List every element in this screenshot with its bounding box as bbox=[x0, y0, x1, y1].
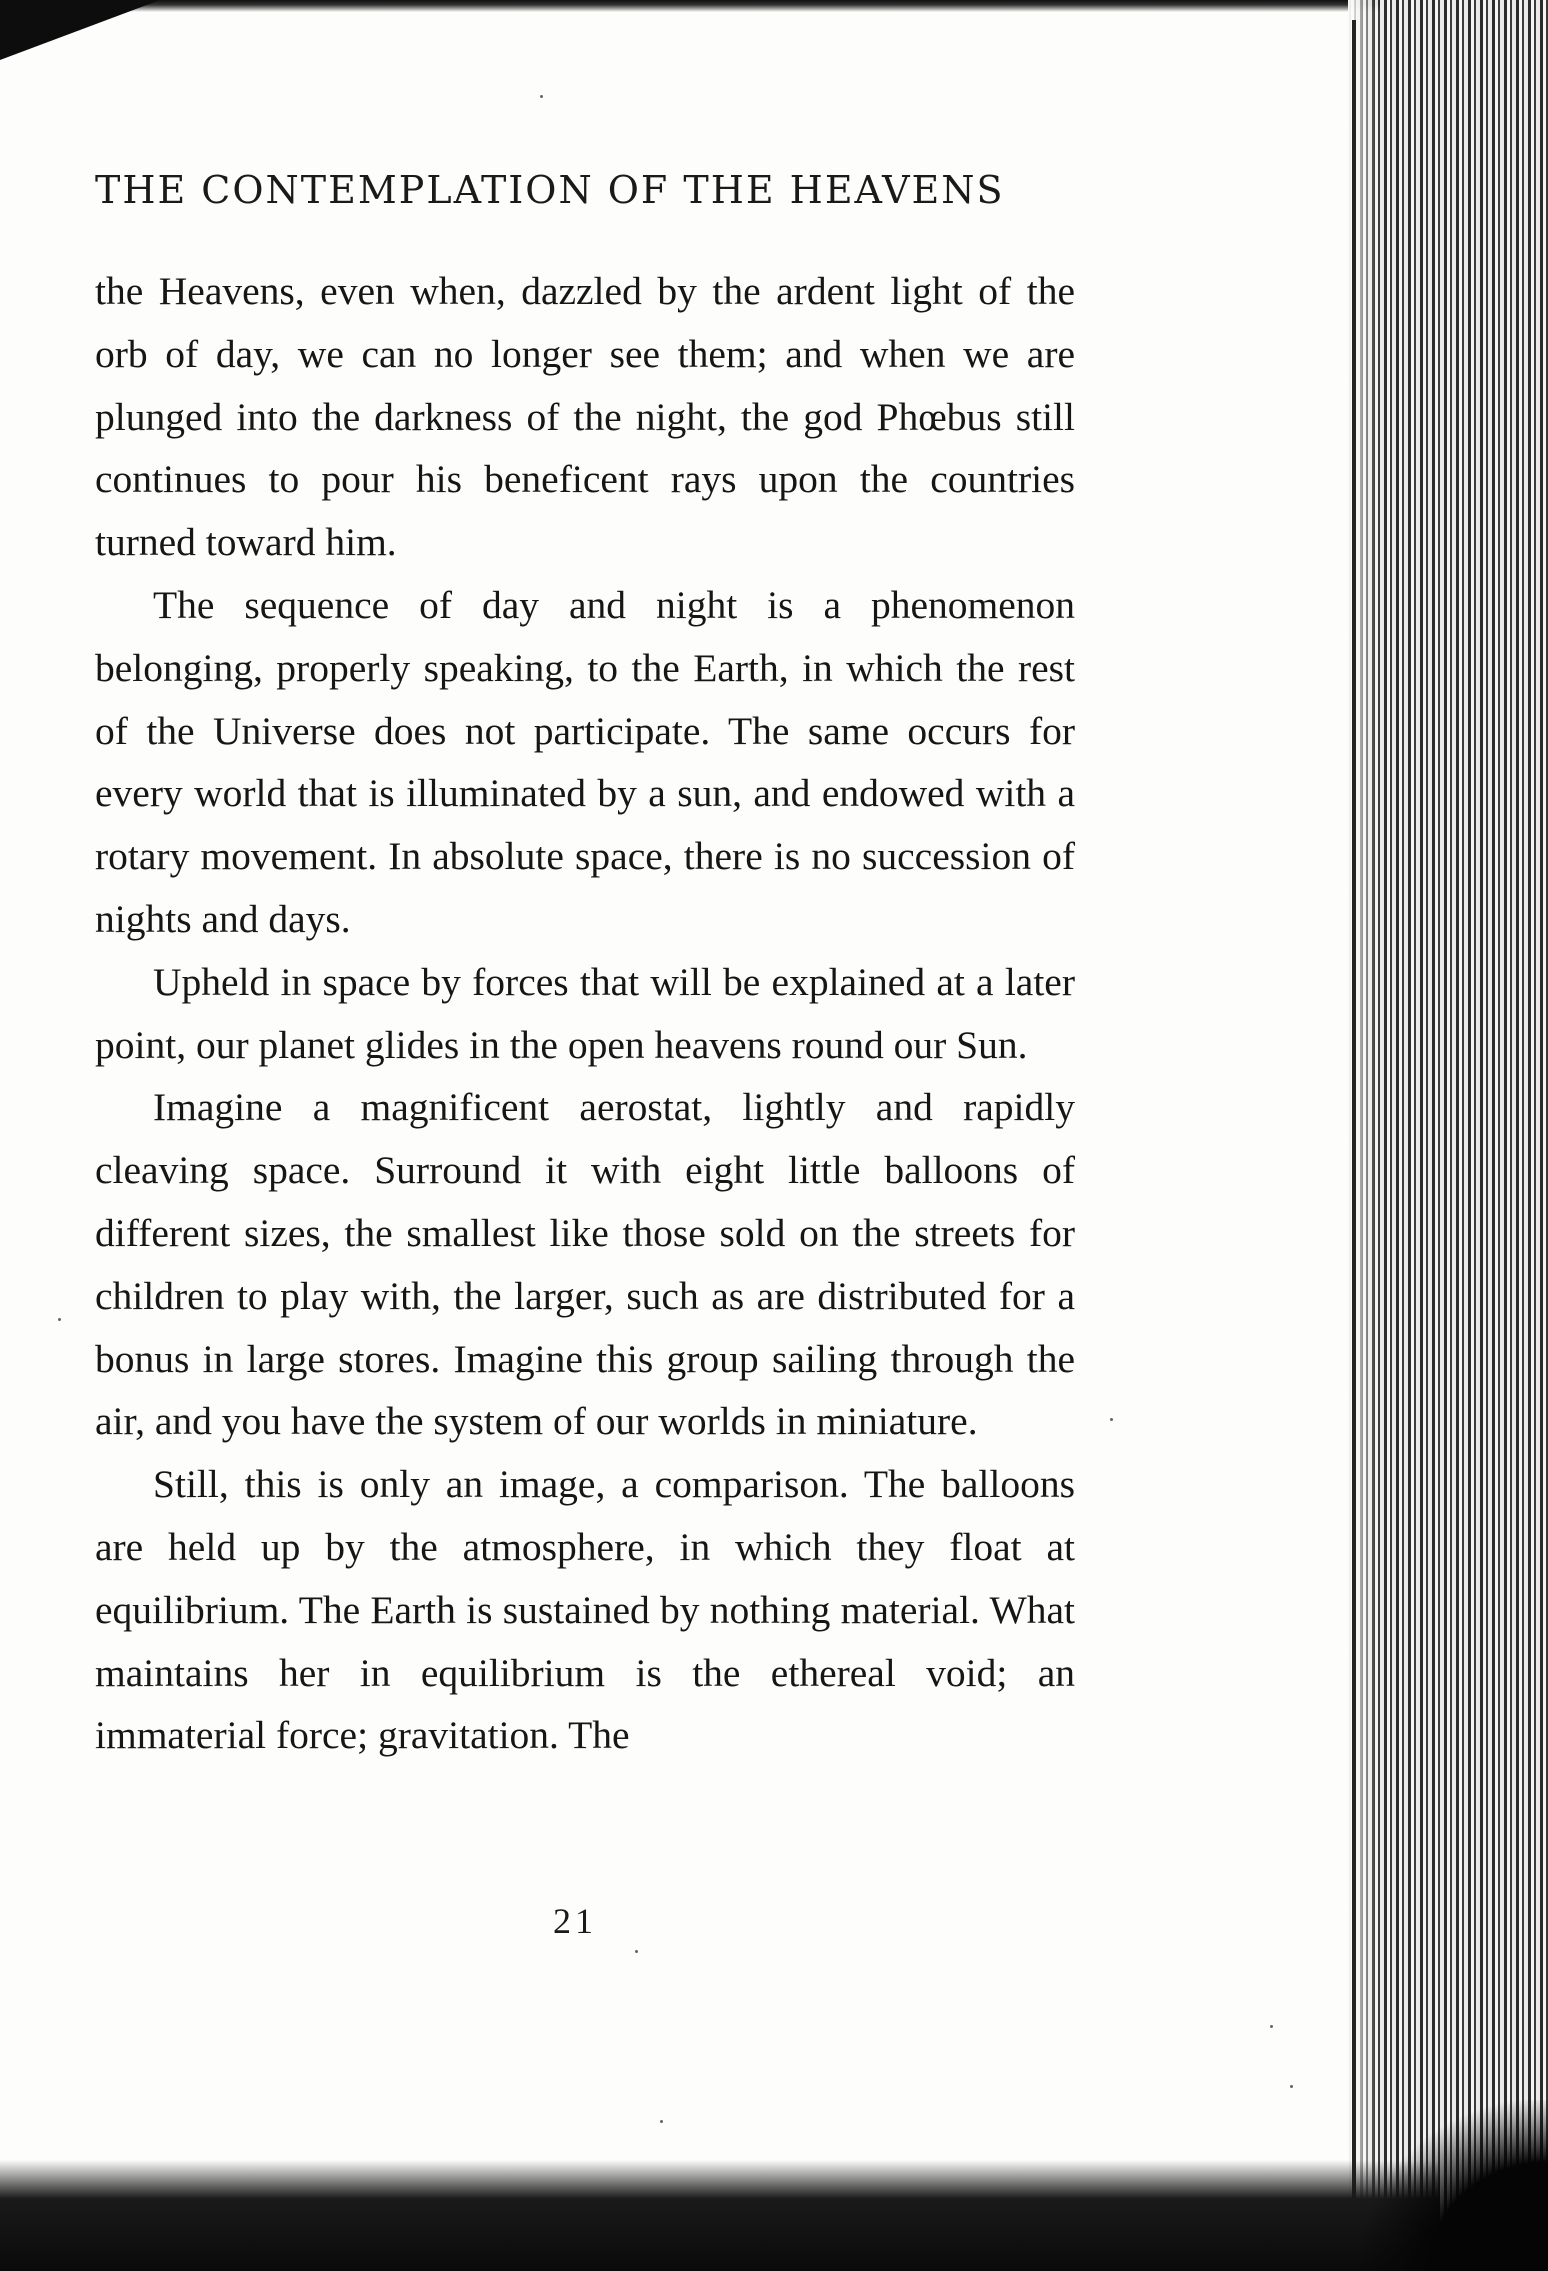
scan-top-shadow bbox=[0, 0, 1380, 12]
scan-speck bbox=[660, 2120, 663, 2123]
book-page-edges bbox=[1348, 0, 1548, 2271]
body-text bbox=[95, 260, 1075, 1767]
scan-bottom-shadow bbox=[0, 2160, 1440, 2271]
page-edge-line bbox=[1352, 20, 1356, 2240]
paragraph: The sequence of day and night is a phenomenon belonging, properly speaking, to the Earth, in which the rest of the Universe does not participate. The same occurs for every world that is illuminated by a sun, and endowed with a rotary movement. In absolute space, there is no succession of nights and days. bbox=[95, 582, 1075, 941]
scan-speck bbox=[540, 95, 543, 98]
scan-corner-shadow bbox=[0, 0, 160, 60]
running-header: THE CONTEMPLATION OF THE HEAVENS bbox=[95, 168, 1005, 212]
scan-corner-curl bbox=[1360, 2100, 1548, 2271]
scan-speck bbox=[58, 1318, 61, 1321]
paragraph: Upheld in space by forces that will be explained at a later point, our planet glides in the open heavens round our Sun. bbox=[95, 959, 1075, 1067]
page-number: 21 bbox=[553, 1901, 597, 1941]
paragraph: Still, this is only an image, a comparison. The balloons are held up by the atmosphere, in which they float at equilibrium. The Earth is sustained by nothing material. What maintains her in equilibrium is the ethereal void; an immaterial force; gravitation. The bbox=[95, 1462, 1075, 1758]
paragraph: Imagine a magnificent aerostat, lightly and rapidly cleaving space. Surround it with eight little balloons of different sizes, the smallest like those sold on the streets for children to play with, the larger, such as are distributed for a bonus in large stores. Imagine this group sailing through the air, and you have the system of our worlds in miniature. bbox=[95, 1085, 1075, 1444]
scan-speck bbox=[1110, 1418, 1113, 1421]
scan-speck bbox=[1290, 2085, 1293, 2088]
scan-speck bbox=[635, 1950, 638, 1953]
paragraph: the Heavens, even when, dazzled by the ardent light of the orb of day, we can no longer see them; and when we are plunged into the darkness of the night, the god Phœbus still continues to pour his beneficent rays upon the countries turned toward him. bbox=[95, 269, 1075, 565]
scan-speck bbox=[1270, 2025, 1273, 2028]
